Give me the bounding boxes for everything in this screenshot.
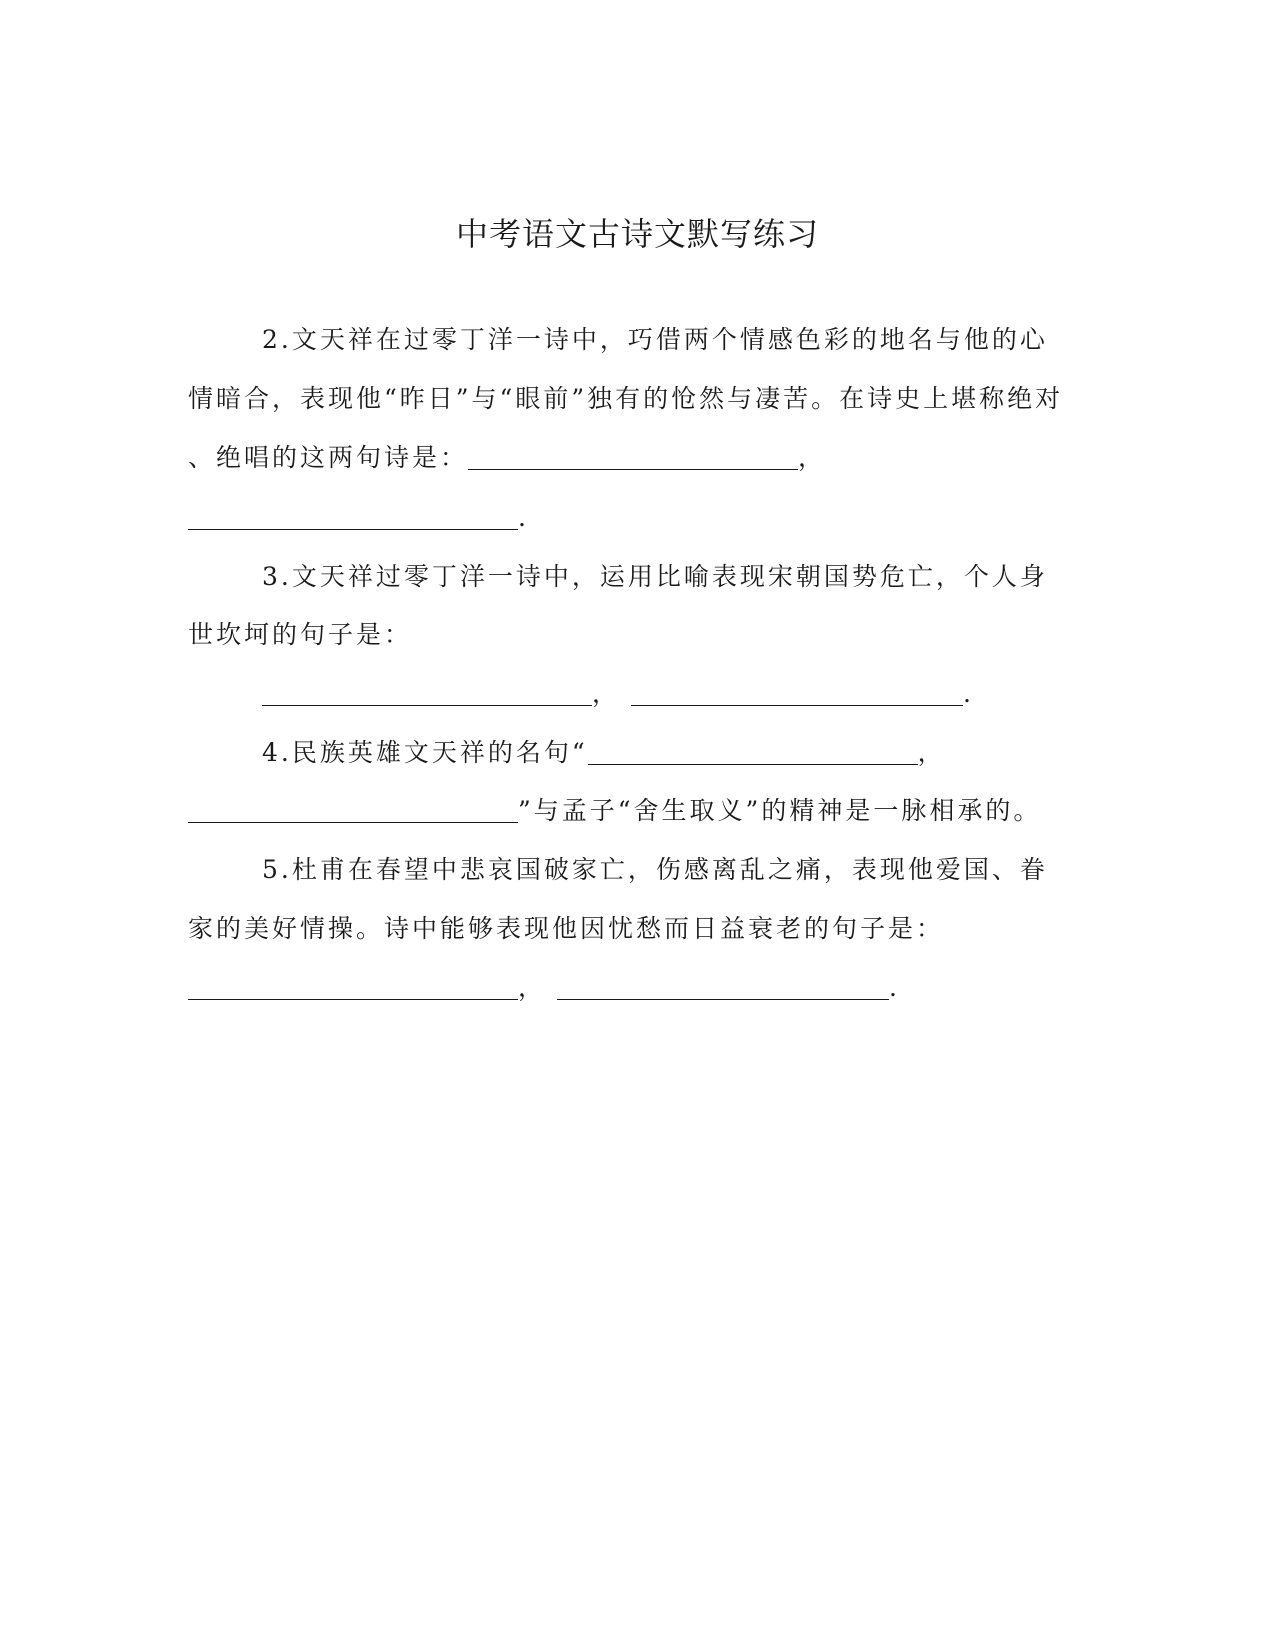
q2-prompt: 、绝唱的这两句诗是：: [188, 443, 469, 472]
q5-line-1: 5.杜甫在春望中悲哀国破家亡，伤感离乱之痛，表现他爱国、眷: [262, 855, 1048, 884]
q5-blank-1[interactable]: [188, 975, 518, 1000]
q5-period: .: [889, 973, 897, 1002]
q3-blank-2[interactable]: [631, 681, 963, 706]
q2-blank-2[interactable]: [188, 505, 518, 530]
q2-blank-1[interactable]: [468, 445, 798, 470]
q4-line-1: [262, 735, 943, 771]
q3-period: .: [963, 679, 971, 708]
q3-blank-1[interactable]: [262, 681, 592, 706]
q2-comma: ，: [798, 443, 824, 472]
q2-period: .: [518, 503, 526, 532]
q5-comma: ，: [518, 973, 544, 1002]
q5-line-2: 家的美好情操。诗中能够表现他因忧愁而日益衰老的句子是：: [188, 914, 945, 943]
q5-blank-2[interactable]: [557, 975, 889, 1000]
q4-prompt: 4.民族英雄文天祥的名句“: [262, 738, 588, 767]
q2-line-3: [188, 440, 823, 476]
q4-blank-1[interactable]: [588, 740, 918, 765]
page-title: 中考语文古诗文默写练习: [455, 215, 819, 253]
q5-line-3: [188, 970, 897, 1006]
q3-line-3: [262, 676, 971, 712]
q4-comma: ，: [917, 738, 943, 767]
q3-line-2: 世坎坷的句子是：: [188, 620, 413, 649]
q4-line-2: [188, 793, 1041, 829]
q2-line-2: 情暗合，表现他“昨日”与“眼前”独有的怆然与凄苦。在诗史上堪称绝对: [188, 384, 1064, 413]
q4-blank-2[interactable]: [188, 798, 518, 823]
q3-comma: ，: [592, 679, 618, 708]
q4-tail: ”与孟子“舍生取义”的精神是一脉相承的。: [518, 796, 1042, 825]
q2-line-1: 2.文天祥在过零丁洋一诗中，巧借两个情感色彩的地名与他的心: [262, 325, 1048, 354]
q3-line-1: 3.文天祥过零丁洋一诗中，运用比喻表现宋朝国势危亡，个人身: [262, 562, 1048, 591]
q2-line-4: [188, 500, 526, 536]
